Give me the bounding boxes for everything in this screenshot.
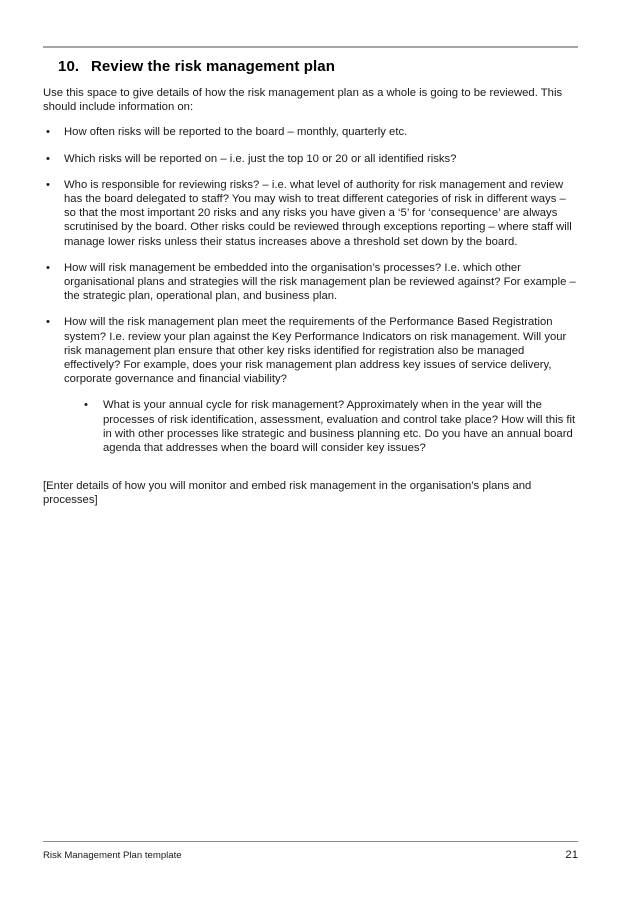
bullet-marker-icon: • xyxy=(46,316,50,329)
sub-list-item-text: What is your annual cycle for risk management? Approximately when in the year will the processes of risk identification, assessment, evaluation and control take place? How will this fit in with other processes like strategic and business planning etc. Do you have an annual board agenda that addresses when the board will consider key issues? xyxy=(103,399,576,455)
bullet-list xyxy=(43,125,578,455)
header-divider xyxy=(43,46,578,48)
list-item-text: Which risks will be reported on – i.e. just the top 10 or 20 or all identified risks? xyxy=(64,152,457,165)
list-item xyxy=(46,178,578,249)
list-item-text: How often risks will be reported to the board – monthly, quarterly etc. xyxy=(64,126,408,139)
bullet-marker-icon: • xyxy=(84,399,88,412)
list-item-text: How will the risk management plan meet the requirements of the Performance Based Registration system? I.e. review your plan against the Key Performance Indicators on risk management. Will your risk management plan ensure that other key risks identified for registration also be managed effectively? For example, does your risk management plan address key issues of service delivery, corporate governance and financial viability? xyxy=(64,316,567,386)
page-footer xyxy=(43,849,578,865)
bullet-marker-icon: • xyxy=(46,261,50,274)
document-content xyxy=(43,57,578,508)
list-item-text: Who is responsible for reviewing risks? – i.e. what level of authority for risk management and review has the board delegated to staff? You may wish to treat different categories of risk in different ways – so that the most important 20 risks and any risks you have given a ‘5’ for ‘consequence’ are always scrutinised by the board. Other risks could be reviewed through exceptions reporting – where staff will manage lower risks unless their status increases above a threshold set down by the board. xyxy=(64,178,572,248)
placeholder-instruction: [Enter details of how you will monitor and embed risk management in the organisation’s plans and processes] xyxy=(43,480,532,507)
spacer xyxy=(43,467,578,479)
section-number: 10. xyxy=(58,58,80,75)
footer-document-name: Risk Management Plan template xyxy=(43,850,182,861)
footer-divider xyxy=(43,841,578,842)
bullet-marker-icon: • xyxy=(46,152,50,165)
intro-paragraph: Use this space to give details of how the risk management plan as a whole is going to be reviewed. This should include information on: xyxy=(43,87,563,114)
section-title-text: Review the risk management plan xyxy=(91,58,336,75)
list-item xyxy=(46,261,578,304)
bullet-marker-icon: • xyxy=(46,178,50,191)
list-item-text: How will risk management be embedded into the organisation’s processes? I.e. which other organisational plans and strategies will the risk management plan be reviewed against? For example – the strategic plan, operational plan, and business plan. xyxy=(64,261,576,303)
sub-list-item xyxy=(84,398,578,455)
page-number: 21 xyxy=(565,849,578,861)
bullet-marker-icon: • xyxy=(46,126,50,139)
list-item xyxy=(46,125,578,139)
sub-bullet-list xyxy=(64,398,578,455)
list-item xyxy=(46,152,578,166)
list-item xyxy=(46,315,578,455)
page-title xyxy=(43,57,578,76)
